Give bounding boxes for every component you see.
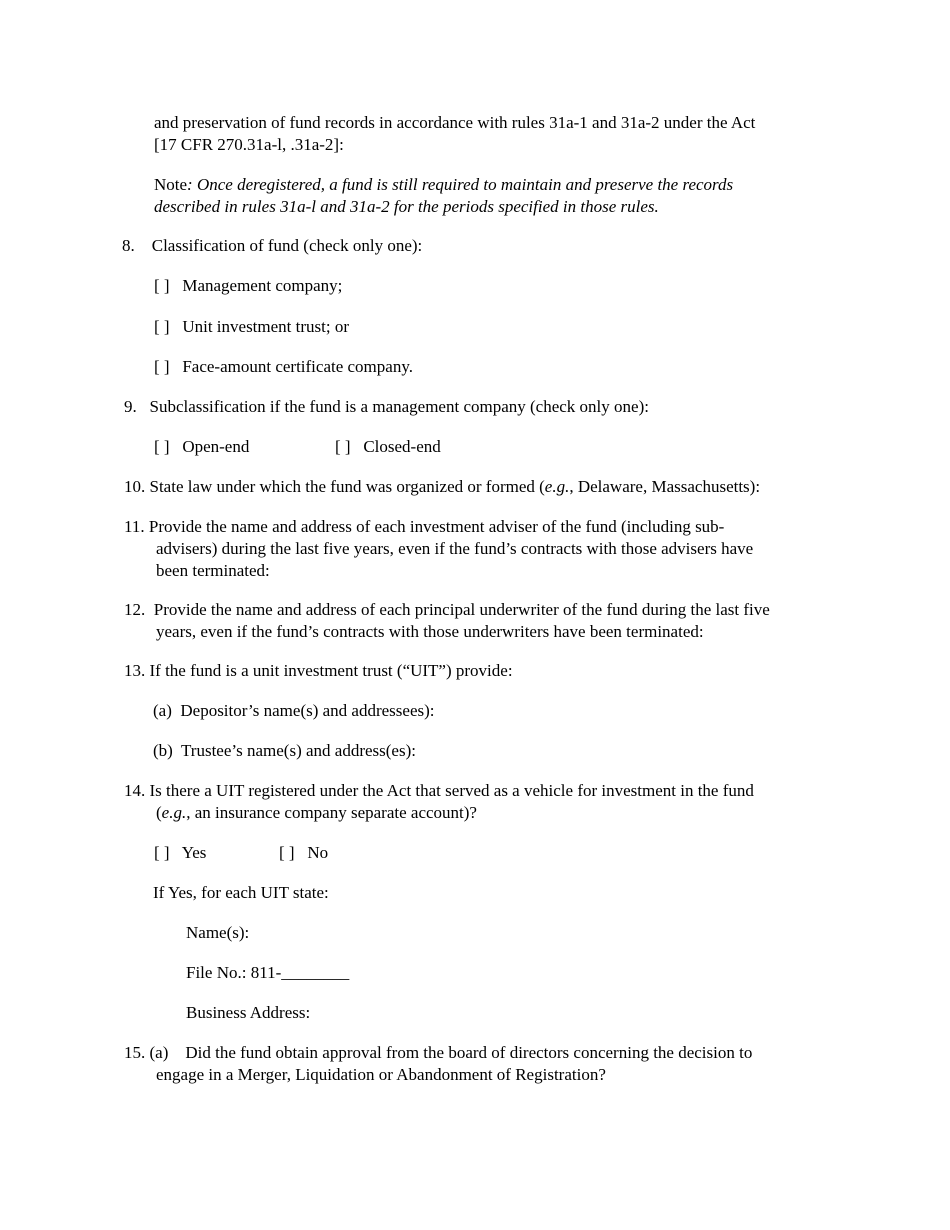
q14-if-yes: If Yes, for each UIT state: xyxy=(153,883,329,902)
q9-option-open-end[interactable]: [ ] Open-end xyxy=(154,437,250,456)
q12-line-2: years, even if the fund’s contracts with those underwriters have been terminated: xyxy=(156,622,704,641)
q11-line-2: advisers) during the last five years, even if the fund’s contracts with those advisers have xyxy=(156,539,754,558)
q14-line-2 xyxy=(156,802,477,823)
q10-post: , Delaware, Massachusetts): xyxy=(569,477,761,496)
q15-line-1: 15. (a) Did the fund obtain approval from the board of directors concerning the decision to xyxy=(124,1043,753,1062)
q13-text: 13. If the fund is a unit investment trust (“UIT”) provide: xyxy=(124,661,513,680)
q11-line-3: been terminated: xyxy=(156,561,270,580)
q13-a: (a) Depositor’s name(s) and addressees): xyxy=(153,701,435,720)
note-label: Note xyxy=(154,175,188,194)
q9-text: 9. Subclassification if the fund is a management company (check only one): xyxy=(124,397,649,416)
q15-line-2: engage in a Merger, Liquidation or Abandonment of Registration? xyxy=(156,1065,606,1084)
q14-line-1: 14. Is there a UIT registered under the Act that served as a vehicle for investment in the fund xyxy=(124,781,754,800)
q14-option-no[interactable]: [ ] No xyxy=(279,843,329,862)
q14-line2-post: , an insurance company separate account)? xyxy=(186,803,477,822)
q12-line-1: 12. Provide the name and address of each principal underwriter of the fund during the last five xyxy=(124,600,770,619)
q14-names-label: Name(s): xyxy=(186,923,250,942)
q10-text xyxy=(124,476,760,497)
q8-option-management[interactable]: [ ] Management company; xyxy=(154,276,343,295)
q10-eg: e.g. xyxy=(544,477,570,496)
q8-text: 8. Classification of fund (check only one): xyxy=(122,236,423,255)
q8-option-uit[interactable]: [ ] Unit investment trust; or xyxy=(154,317,350,336)
q14-business-address: Business Address: xyxy=(186,1003,311,1022)
note-text-1: : Once deregistered, a fund is still required to maintain and preserve the records xyxy=(187,175,734,194)
q14-line2-eg: e.g. xyxy=(161,803,187,822)
q14-line2-pre: ( xyxy=(156,803,162,822)
q13-b: (b) Trustee’s name(s) and address(es): xyxy=(153,741,416,760)
q14-file-no: File No.: 811-________ xyxy=(186,963,350,982)
q11-line-1: 11. Provide the name and address of each investment adviser of the fund (including sub- xyxy=(124,517,725,536)
q14-option-yes[interactable]: [ ] Yes xyxy=(154,843,207,862)
q9-option-closed-end[interactable]: [ ] Closed-end xyxy=(335,437,441,456)
q8-option-face-amount[interactable]: [ ] Face-amount certificate company. xyxy=(154,357,413,376)
q10-pre: 10. State law under which the fund was organized or formed ( xyxy=(124,477,545,496)
note-line-1 xyxy=(154,174,733,195)
intro-line-1: and preservation of fund records in accordance with rules 31a-1 and 31a-2 under the Act xyxy=(154,113,756,132)
intro-line-2: [17 CFR 270.31a-l, .31a-2]: xyxy=(154,135,344,154)
note-line-2: described in rules 31a-l and 31a-2 for the periods specified in those rules. xyxy=(154,197,659,216)
